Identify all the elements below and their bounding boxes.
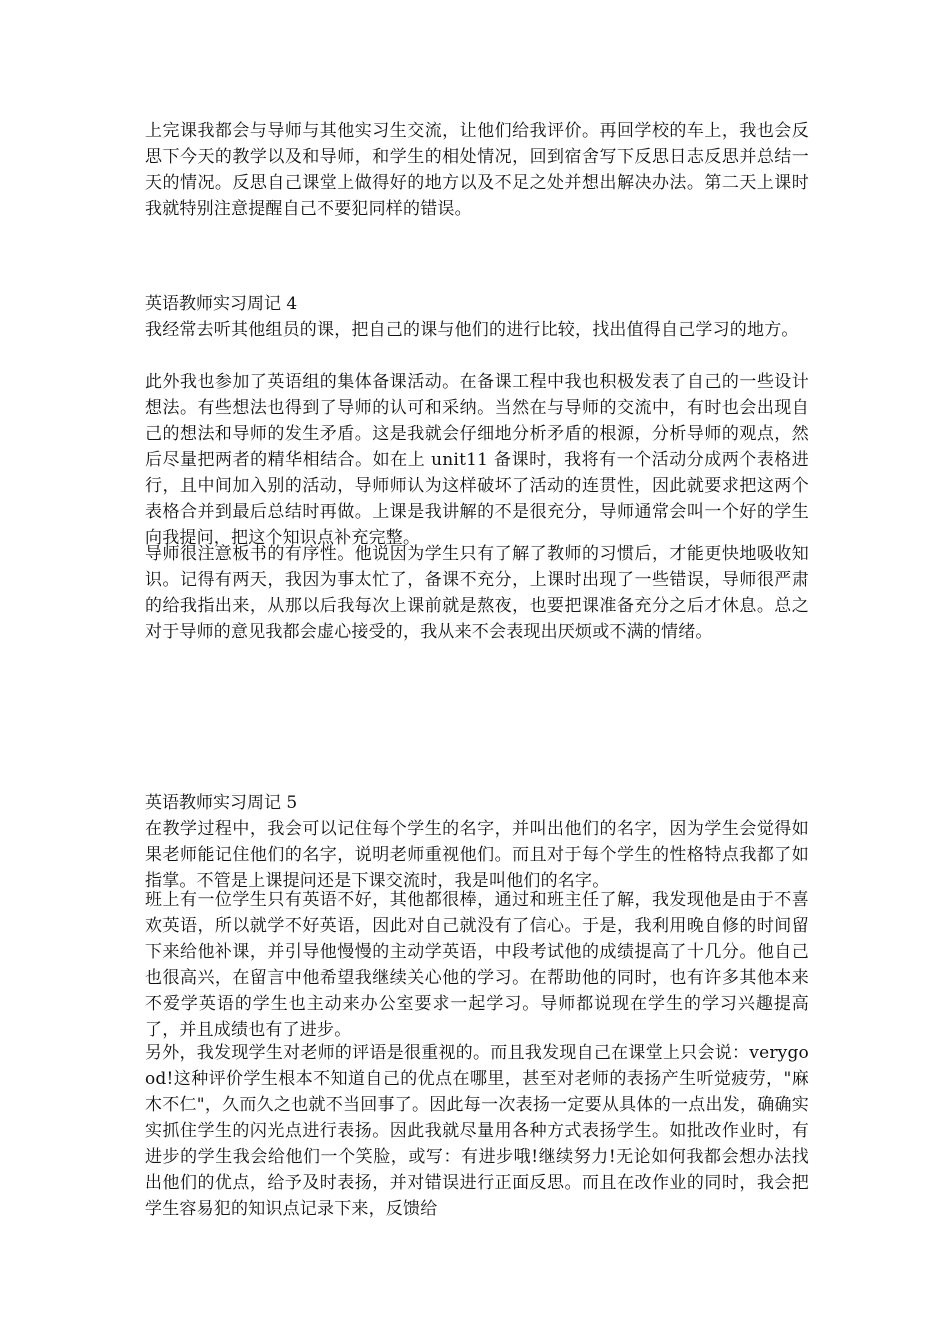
week5-paragraph-1: 在教学过程中，我会可以记住每个学生的名字，并叫出他们的名字，因为学生会觉得如果老师能记住他们的名字，说明老师重视他们。而且对于每个学生的性格特点我都了如指掌。不管是上课提问还是下课交流时，我是叫他们的名字。	[145, 819, 809, 891]
week4-title: 英语教师实习周记 4	[145, 294, 298, 314]
week5-paragraph-3: 另外，我发现学生对老师的评语是很重视的。而且我发现自己在课堂上只会说：verygood!这种评价学生根本不知道自己的优点在哪里，甚至对老师的表扬产生听觉疲劳，"麻木不仁"，久而久之也就不当回事了。因此每一次表扬一定要从具体的一点出发，确确实实抓住学生的闪光点进行表扬。因此我就尽量用各种方式表扬学生。如批改作业时，有进步的学生我会给他们一个笑脸，或写：有进步哦!继续努力!无论如何我都会想办法找出他们的优点，给予及时表扬，并对错误进行正面反思。而且在改作业的同时，我会把学生容易犯的知识点记录下来，反馈给	[145, 1043, 809, 1219]
week5-title: 英语教师实习周记 5	[145, 793, 298, 813]
week4-paragraph-1: 我经常去听其他组员的课，把自己的课与他们的进行比较，找出值得自己学习的地方。	[145, 320, 799, 340]
week4-paragraph-3: 导师很注意板书的有序性。他说因为学生只有了解了教师的习惯后，才能更快地吸收知识。记得有两天，我因为事太忙了，备课不充分，上课时出现了一些错误，导师很严肃的给我指出来，从那以后我每次上课前就是熬夜，也要把课准备充分之后才休息。总之对于导师的意见我都会虚心接受的，我从来不会表现出厌烦或不满的情绪。	[145, 544, 809, 642]
intro-paragraph: 上完课我都会与导师与其他实习生交流，让他们给我评价。再回学校的车上，我也会反思下今天的教学以及和导师，和学生的相处情况，回到宿舍写下反思日志反思并总结一天的情况。反思自己课堂上做得好的地方以及不足之处并想出解决办法。第二天上课时我就特别注意提醒自己不要犯同样的错误。	[145, 121, 809, 219]
week5-paragraph-2: 班上有一位学生只有英语不好，其他都很棒，通过和班主任了解，我发现他是由于不喜欢英语，所以就学不好英语，因此对自己就没有了信心。于是，我利用晚自修的时间留下来给他补课，并引导他慢慢的主动学英语，中段考试他的成绩提高了十几分。他自己也很高兴，在留言中他希望我继续关心他的学习。在帮助他的同时，也有许多其他本来不爱学英语的学生也主动来办公室要求一起学习。导师都说现在学生的学习兴趣提高了，并且成绩也有了进步。	[145, 890, 809, 1040]
week4-paragraph-2: 此外我也参加了英语组的集体备课活动。在备课工程中我也积极发表了自己的一些设计想法。有些想法也得到了导师的认可和采纳。当然在与导师的交流中，有时也会出现自己的想法和导师的发生矛盾。这是我就会仔细地分析矛盾的根源，分析导师的观点，然后尽量把两者的精华相结合。如在上 unit11 备课时，我将有一个活动分成两个表格进行，且中间加入别的活动，导师师认为这样破坏了活动的连贯性，因此就要求把这两个表格合并到最后总结时再做。上课是我讲解的不是很充分，导师通常会叫一个好的学生向我提问，把这个知识点补充完整。	[145, 372, 809, 548]
